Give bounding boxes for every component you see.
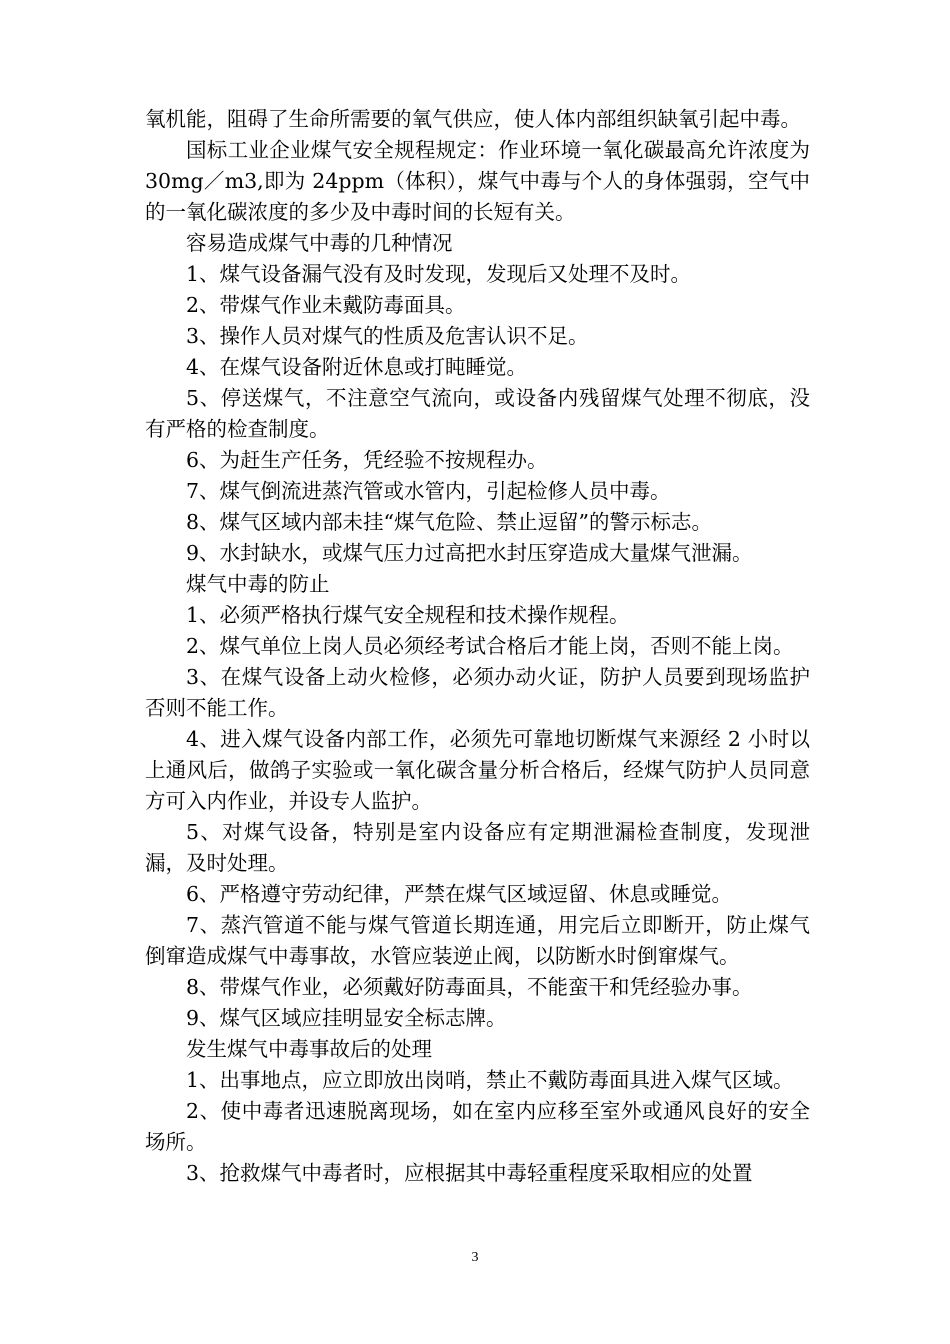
paragraph: 7、煤气倒流进蒸汽管或水管内，引起检修人员中毒。 [186,479,671,503]
paragraph: 4、进入煤气设备内部工作，必须先可靠地切断煤气来源经 2 小时以上通风后，做鸽子实验或一氧化碳含量分析合格后，经煤气防护人员同意方可入内作业，并设专人监护。 [145,727,810,813]
document-body [145,104,810,1189]
paragraph: 煤气中毒的防止 [186,572,330,596]
paragraph: 6、为赶生产任务，凭经验不按规程办。 [186,448,548,472]
paragraph: 发生煤气中毒事故后的处理 [186,1037,432,1061]
paragraph: 3、在煤气设备上动火检修，必须办动火证，防护人员要到现场监护否则不能工作。 [145,665,810,720]
paragraph: 氧机能，阻碍了生命所需要的氧气供应，使人体内部组织缺氧引起中毒。 [145,107,801,131]
paragraph: 2、使中毒者迅速脱离现场，如在室内应移至室外或通风良好的安全场所。 [145,1099,810,1154]
paragraph: 容易造成煤气中毒的几种情况 [186,231,453,255]
paragraph: 3、抢救煤气中毒者时，应根据其中毒轻重程度采取相应的处置 [186,1161,753,1185]
paragraph: 2、煤气单位上岗人员必须经考试合格后才能上岗，否则不能上岗。 [186,634,794,658]
paragraph: 国标工业企业煤气安全规程规定：作业环境一氧化碳最高允许浓度为 30mg／m3,即为 24ppm（体积），煤气中毒与个人的身体强弱，空气中的一氧化碳浓度的多少及中毒时间的长短有关。 [145,138,810,224]
paragraph: 6、严格遵守劳动纪律，严禁在煤气区域逗留、休息或睡觉。 [186,882,733,906]
paragraph: 8、带煤气作业，必须戴好防毒面具，不能蛮干和凭经验办事。 [186,975,753,999]
paragraph: 3、操作人员对煤气的性质及危害认识不足。 [186,324,589,348]
paragraph: 8、煤气区域内部未挂“煤气危险、禁止逗留”的警示标志。 [186,510,713,534]
paragraph: 5、对煤气设备，特别是室内设备应有定期泄漏检查制度，发现泄漏，及时处理。 [145,820,810,875]
paragraph: 9、煤气区域应挂明显安全标志牌。 [186,1006,507,1030]
paragraph: 9、水封缺水，或煤气压力过高把水封压穿造成大量煤气泄漏。 [186,541,753,565]
paragraph: 4、在煤气设备附近休息或打盹睡觉。 [186,355,528,379]
paragraph: 1、出事地点，应立即放出岗哨，禁止不戴防毒面具进入煤气区域。 [186,1068,794,1092]
paragraph: 1、煤气设备漏气没有及时发现，发现后又处理不及时。 [186,262,692,286]
paragraph: 1、必须严格执行煤气安全规程和技术操作规程。 [186,603,630,627]
paragraph: 5、停送煤气，不注意空气流向，或设备内残留煤气处理不彻底，没有严格的检查制度。 [145,386,810,441]
paragraph: 7、蒸汽管道不能与煤气管道长期连通，用完后立即断开，防止煤气倒窜造成煤气中毒事故，水管应装逆止阀，以防断水时倒窜煤气。 [145,913,810,968]
paragraph: 2、带煤气作业未戴防毒面具。 [186,293,466,317]
page-number: 3 [471,1250,479,1265]
